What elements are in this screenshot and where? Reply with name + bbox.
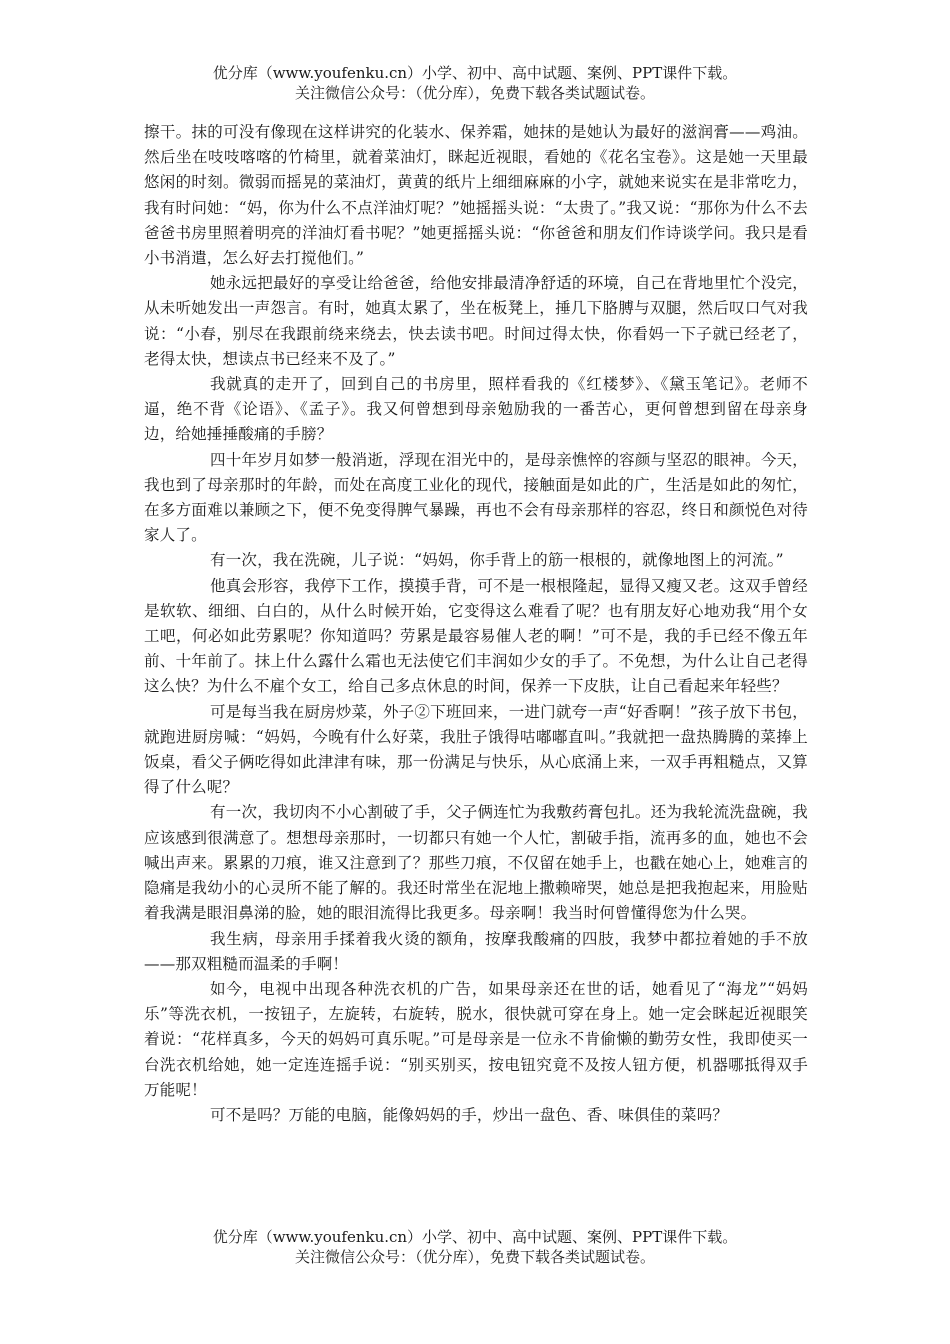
paragraph-7: 可是每当我在厨房炒菜，外子②下班回来，一进门就夸一声“好香啊！”孩子放下书包，就跑进厨房喊：“妈妈，今晚有什么好菜，我肚子饿得咕嘟嘟直叫。”我就把一盘热腾腾的菜捧上饭桌，看父子俩吃得如此津津有味，那一份满足与快乐，从心底涌上来，一双手再粗糙点，又算得了什么呢？ <box>144 702 808 797</box>
header-line-1: 优分库（www.youfenku.cn）小学、初中、高中试题、案例、PPT课件下载。 <box>212 64 738 82</box>
paragraph-6: 他真会形容，我停下工作，摸摸手背，可不是一根根隆起，显得又瘦又老。这双手曾经是软软、细细、白白的，从什么时候开始，它变得这么难看了呢？也有朋友好心地劝我“用个女工吧，何必如此劳累呢？你知道吗？劳累是最容易催人老的啊！”可不是，我的手已经不像五年前、十年前了。抹上什么露什么霜也无法使它们丰润如少女的手了。不免想，为什么让自己老得这么快？为什么不雇个女工，给自己多点休息的时间，保养一下皮肤，让自己看起来年轻些？ <box>144 576 808 696</box>
paragraph-5: 有一次，我在洗碗，儿子说：“妈妈，你手背上的筋一根根的，就像地图上的河流。” <box>210 551 784 570</box>
footer-line-1: 优分库（www.youfenku.cn）小学、初中、高中试题、案例、PPT课件下载。 <box>212 1228 738 1246</box>
header-line-2: 关注微信公众号：（优分库），免费下载各类试题试卷。 <box>294 84 655 102</box>
paragraph-2: 她永远把最好的享受让给爸爸，给他安排最清净舒适的环境，自己在背地里忙个没完，从未听她发出一声怨言。有时，她真太累了，坐在板凳上，捶几下胳膊与双腿，然后叹口气对我说：“小春，别尽在我跟前绕来绕去，快去读书吧。时间过得太快，你看妈一下子就已经老了，老得太快，想读点书已经来不及了。” <box>144 274 808 368</box>
article-body <box>144 120 808 1128</box>
paragraph-9: 我生病，母亲用手揉着我火烫的额角，按摩我酸痛的四肢，我梦中都拉着她的手不放——那双粗糙而温柔的手啊！ <box>144 929 808 973</box>
page-footer <box>0 1227 950 1267</box>
paragraph-1: 擦干。抹的可没有像现在这样讲究的化装水、保养霜，她抹的是她认为最好的滋润膏——鸡油。然后坐在吱吱喀喀的竹椅里，就着菜油灯，眯起近视眼，看她的《花名宝卷》。这是她一天里最悠闲的时刻。微弱而摇晃的菜油灯，黄黄的纸片上细细麻麻的小字，就她来说实在是非常吃力，我有时问她：“妈，你为什么不点洋油灯呢？”她摇摇头说：“太贵了。”我又说：“那你为什么不去爸爸书房里照着明亮的洋油灯看书呢？”她更摇摇头说：“你爸爸和朋友们作诗谈学问。我只是看小书消遣，怎么好去打搅他们。” <box>144 123 808 268</box>
paragraph-8: 有一次，我切肉不小心割破了手，父子俩连忙为我敷药膏包扎。还为我轮流洗盘碗，我应该感到很满意了。想想母亲那时，一切都只有她一个人忙，割破手指，流再多的血，她也不会喊出声来。累累的刀痕，谁又注意到了？那些刀痕，不仅留在她手上，也戳在她心上，她难言的隐痛是我幼小的心灵所不能了解的。我还时常坐在泥地上撒赖啼哭，她总是把我抱起来，用脸贴着我满是眼泪鼻涕的脸，她的眼泪流得比我更多。母亲啊！我当时何曾懂得您为什么哭。 <box>144 803 808 923</box>
page-header <box>0 63 950 103</box>
paragraph-4: 四十年岁月如梦一般消逝，浮现在泪光中的，是母亲憔悴的容颜与坚忍的眼神。今天，我也到了母亲那时的年龄，而处在高度工业化的现代，接触面是如此的广，生活是如此的匆忙，在多方面难以兼顾之下，便不免变得脾气暴躁，再也不会有母亲那样的容忍，终日和颜悦色对待家人了。 <box>144 450 808 545</box>
paragraph-11: 可不是吗？万能的电脑，能像妈妈的手，炒出一盘色、香、味俱佳的菜吗？ <box>210 1105 729 1124</box>
paragraph-3: 我就真的走开了，回到自己的书房里，照样看我的《红楼梦》、《黛玉笔记》。老师不逼，绝不背《论语》、《孟子》。我又何曾想到母亲勉励我的一番苦心，更何曾想到留在母亲身边，给她捶捶酸痛的手膀？ <box>144 375 808 444</box>
paragraph-10: 如今，电视中出现各种洗衣机的广告，如果母亲还在世的话，她看见了“海龙”“妈妈乐”等洗衣机，一按钮子，左旋转，右旋转，脱水，很快就可穿在身上。她一定会眯起近视眼笑着说：“花样真多，今天的妈妈可真乐呢。”可是母亲是一位永不肯偷懒的勤劳女性，我即使买一台洗衣机给她，她一定连连摇手说：“别买别买，按电钮究竟不及按人钮方便，机器哪抵得双手万能呢！ <box>144 979 808 1099</box>
footer-line-2: 关注微信公众号：（优分库），免费下载各类试题试卷。 <box>294 1248 655 1266</box>
